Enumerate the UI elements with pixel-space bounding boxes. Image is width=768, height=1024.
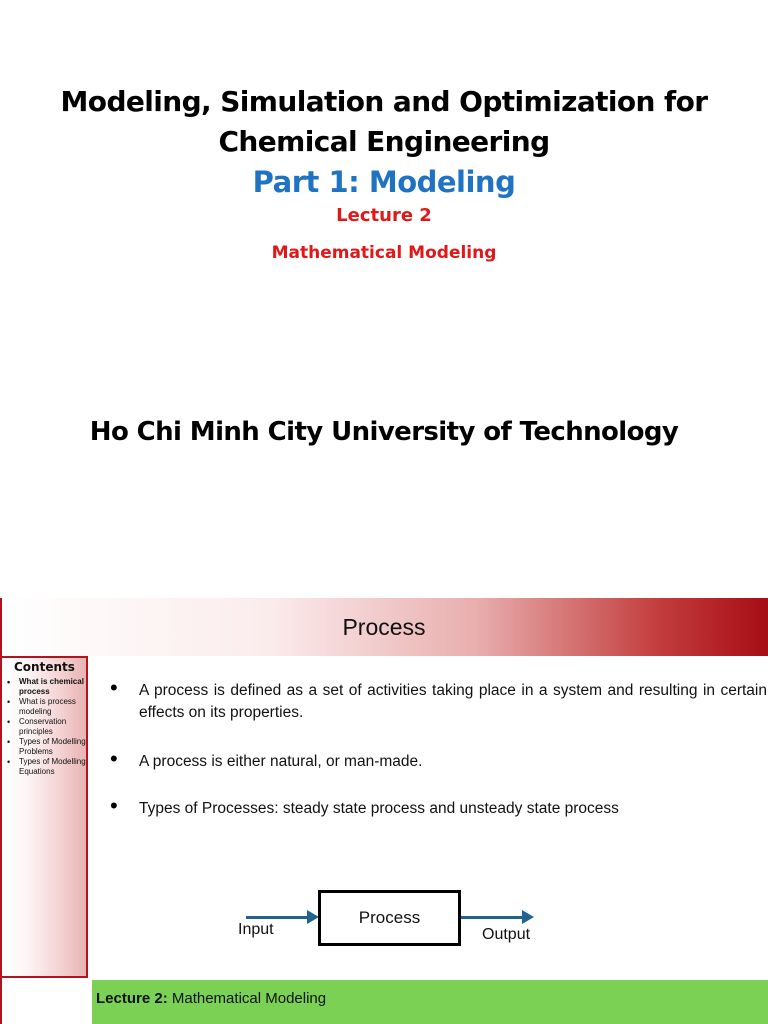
contents-item-conservation-principles[interactable]: • Conservation principles (2, 717, 86, 737)
contents-item-modelling-equations[interactable]: • Types of Modelling Equations (2, 757, 86, 777)
part-title: Part 1: Modeling (252, 165, 516, 199)
contents-list (2, 677, 86, 777)
bullet-icon: • (110, 793, 118, 818)
bullet-icon: • (110, 675, 118, 700)
bullet-text: A process is either natural, or man-made. (139, 753, 423, 770)
lecture-number: Lecture 2 (336, 205, 432, 226)
contents-item-chemical-process[interactable]: • What is chemical process (2, 677, 86, 697)
bullet-text: Types of Processes: steady state process and unsteady state process (139, 800, 619, 817)
process-box: Process (318, 890, 461, 946)
input-label: Input (238, 921, 274, 938)
contents-title: Contents (14, 660, 75, 674)
footer-lecture: Lecture 2: (96, 990, 168, 1007)
slide-heading: Process (342, 614, 426, 640)
bullet-item (110, 675, 767, 724)
content-slide (0, 598, 768, 1024)
footer-topic: Mathematical Modeling (167, 990, 327, 1007)
output-label: Output (482, 926, 531, 943)
contents-item-modelling-problems[interactable]: • Types of Modelling Problems (2, 737, 86, 757)
input-arrow-icon (246, 916, 308, 919)
bullet-text: A process is defined as a set of activities taking place in a system and resulting in certain effects on its properties. (139, 682, 767, 721)
bullet-item (110, 793, 767, 820)
university-name: Ho Chi Minh City University of Technology (89, 417, 679, 447)
footer-text (96, 989, 326, 1009)
course-title-line2: Chemical Engineering (218, 125, 550, 158)
slide-footer (92, 980, 768, 1024)
lecture-topic: Mathematical Modeling (271, 243, 497, 263)
bullet-item (110, 746, 767, 773)
course-title (0, 82, 768, 162)
output-arrow-icon (461, 916, 523, 919)
process-diagram (230, 883, 550, 973)
contents-sidebar (0, 656, 88, 978)
course-title-line1: Modeling, Simulation and Optimization for (60, 85, 708, 118)
contents-item-process-modeling[interactable]: • What is process modeling (2, 697, 86, 717)
bullet-icon: • (110, 746, 118, 771)
